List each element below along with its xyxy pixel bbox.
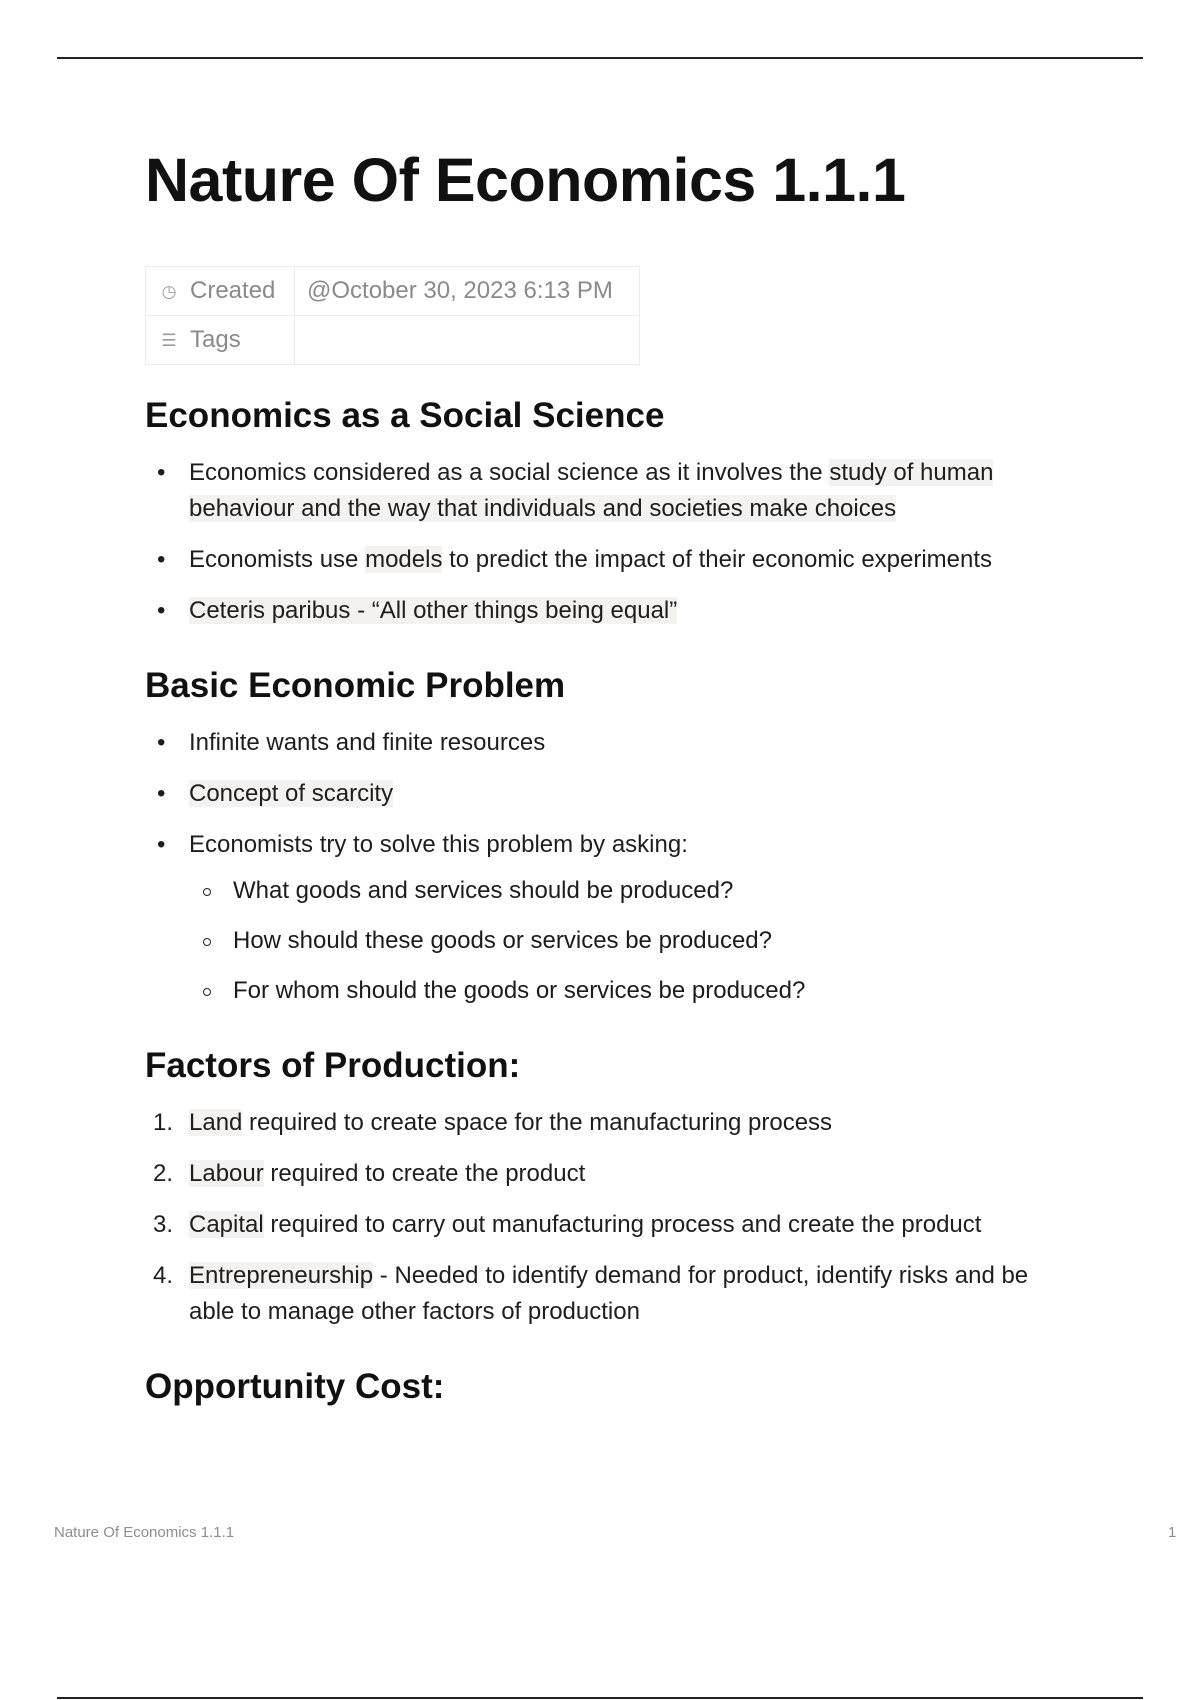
circle-bullet-icon: [203, 888, 211, 896]
page-number: 1: [1168, 1524, 1177, 1541]
list-number: 2.: [153, 1160, 174, 1187]
bottom-rule: [57, 1697, 1143, 1699]
page-content: [145, 140, 1075, 1426]
bullet-icon: •: [157, 831, 166, 858]
section-social-science: [145, 395, 1075, 629]
section-heading: Economics as a Social Science: [145, 396, 665, 435]
property-created: [146, 267, 640, 316]
bullet-icon: •: [157, 597, 166, 624]
list-icon: ☰: [161, 330, 177, 350]
section-opportunity-cost: [145, 1366, 1075, 1408]
bullet-list: [145, 455, 1075, 629]
list-item: 4. Entrepreneurship - Needed to identify demand for product, identify risks and be able to manage other factors of production: [145, 1258, 1075, 1330]
highlight: Concept of scarcity: [189, 780, 394, 807]
section-heading: Opportunity Cost:: [145, 1367, 445, 1406]
clock-icon: ◷: [161, 281, 177, 301]
highlight: Ceteris paribus - “All other things being equal”: [189, 597, 678, 624]
property-value-created[interactable]: @October 30, 2023 6:13 PM: [295, 267, 640, 316]
highlight: Capital: [189, 1211, 264, 1238]
list-item: 2. Labour required to create the product: [145, 1156, 1075, 1192]
bullet-icon: •: [157, 780, 166, 807]
list-number: 3.: [153, 1211, 174, 1238]
section-heading: Basic Economic Problem: [145, 666, 566, 705]
list-item: [145, 776, 1075, 812]
numbered-list: [145, 1105, 1075, 1330]
highlight: Labour: [189, 1160, 264, 1187]
circle-bullet-icon: [203, 988, 211, 996]
footer-title: Nature Of Economics 1.1.1: [54, 1524, 235, 1541]
highlight: Land: [189, 1109, 243, 1136]
list-item: 1. Land required to create space for the manufacturing process: [145, 1105, 1075, 1141]
section-heading: Factors of Production:: [145, 1046, 521, 1085]
list-item: • Economists use models to predict the impact of their economic experiments: [145, 542, 1075, 578]
highlight: study of human behaviour and the way that individuals and societies make choices: [189, 459, 994, 522]
section-basic-problem: [145, 665, 1075, 1009]
list-item: • Infinite wants and finite resources: [145, 725, 1075, 761]
property-key-created: Created: [190, 277, 276, 304]
property-key-tags: Tags: [190, 326, 241, 353]
circle-bullet-icon: [203, 938, 211, 946]
list-item: • Economists try to solve this problem by asking:: [145, 827, 1075, 863]
top-rule: [57, 57, 1143, 59]
bullet-list: [145, 725, 1075, 1009]
page-title: Nature Of Economics 1.1.1: [145, 146, 906, 214]
bullet-icon: •: [157, 729, 166, 756]
property-tags: [146, 316, 640, 365]
properties-table: [145, 266, 640, 365]
section-factors: [145, 1045, 1075, 1330]
bullet-icon: •: [157, 546, 166, 573]
highlight: models: [365, 546, 443, 573]
highlight: Entrepreneurship: [189, 1262, 374, 1289]
list-number: 4.: [153, 1262, 174, 1289]
list-item: • Economics considered as a social science as it involves the study of human behaviour and the way that individuals and societies make choices: [145, 455, 1075, 527]
property-value-tags[interactable]: [295, 316, 640, 365]
list-item: 3. Capital required to carry out manufacturing process and create the product: [145, 1207, 1075, 1243]
sub-list-item: How should these goods or services be produced?: [145, 923, 1075, 959]
list-number: 1.: [153, 1109, 174, 1136]
sub-list-item: What goods and services should be produced?: [145, 873, 1075, 909]
list-item: [145, 593, 1075, 629]
bullet-icon: •: [157, 459, 166, 486]
sub-list-item: For whom should the goods or services be produced?: [145, 973, 1075, 1009]
